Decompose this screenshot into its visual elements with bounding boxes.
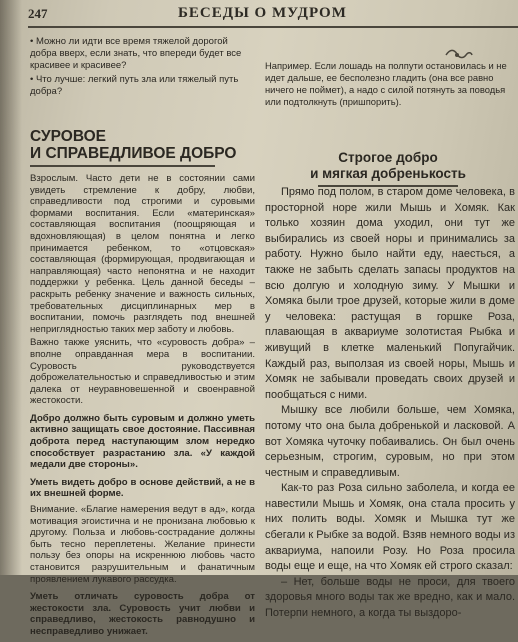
paragraph: – Нет, больше воды не проси, для твоего здоровья много воды так же вредно, как и мало. Потерпи немного, а когда ты выздоро- — [265, 575, 515, 620]
title-line: и мягкая добренькость — [310, 166, 466, 181]
bold-paragraph: Уметь отличать суровость добра от жестокости зла. Суровость учит любви и справедливо, жестокость равнодушно и несправедливо унижает. — [30, 591, 255, 637]
paragraph: Взрослым. Часто дети не в состоянии сами увидеть стремление к добру, любви, справедливости под строгими и суровыми формами воспитания. Если «материнская» составляющая воспитания (поощряющая и вдохновляющая) в целом понятна и легко принимается ребенком, то «отцовская» составляющая (формирующая, продвигающая и направляющая) часто непонятна и не находит поддержки у ребенка. Цель данной беседы – раскрыть ребенку значение и важность сильных, требовательных дисциплинарных мер в воспитании, помочь разглядеть под внешней неприглядностью таких мер заботу и любовь. — [30, 173, 255, 335]
right-section-title — [263, 150, 513, 187]
title-line: Строгое добро — [338, 150, 438, 165]
title-line: СУРОВОЕ — [30, 128, 107, 145]
paragraph: Прямо под полом, в старом доме человека, в просторной норе жили Мышь и Хомяк. Как только хозяин дома уходил, они тут же выбирались из своей норы и принимались за работу. Нужно было найти еду, наесться, а также не забыть сделать запасы продуктов на всю долгую и холодную зиму. У Мышки и Хомяка были трое друзей, которые жили в доме у человека: растущая в горшке Роза, плавающая в аквариуме золотистая Рыбка и живущий в клетке маленький Попугайчик. Каждый раз, выползая из своей норы, Мышь и Хомяк не забывали проведать своих друзей и пообщаться с ними. — [265, 186, 515, 401]
running-title: БЕСЕДЫ О МУДРОМ — [178, 5, 347, 21]
bold-paragraph: Уметь видеть добро в основе действий, а не в их внешней форме. — [30, 476, 255, 500]
note-example: Например. Если лошадь на полпути остановилась и не идет дальше, ее бесполезно гладить (она все равно ничего не поймет), а надо с силой потянуть за поводья или подтолкнуть (пришпорить). — [265, 60, 507, 107]
right-body — [265, 185, 515, 622]
paragraph: Внимание. «Благие намерения ведут в ад», когда мотивация эгоистична и не пронизана любовью к другому. Польза и любовь-сострадание должны быть тесно переплетены. Желание принести пользу без опоры на искреннюю любовь часто становится разрушительным и фанатичным проявлением лукавого рассудка. — [30, 504, 255, 585]
binding-shadow — [0, 0, 22, 575]
page-number: 247 — [28, 6, 48, 21]
left-section-title — [30, 128, 255, 167]
bullet-item: • Что лучше: легкий путь зла или тяжелый путь добра? — [30, 74, 239, 97]
title-rule — [30, 165, 215, 167]
left-body — [30, 173, 255, 642]
bold-paragraph: Добро должно быть суровым и должно уметь активно защищать свое достояние. Пассивная доброта перед наступающим злом нередко способствует разрастанию зла. «У каждой медали две стороны». — [30, 412, 255, 471]
title-line: И СПРАВЕДЛИВОЕ ДОБРО — [30, 145, 237, 162]
paragraph: Как-то раз Роза сильно заболела, и когда ее навестили Мышь и Хомяк, она стала просить у них полить воды. Хомяк и Мышка тут же сбегали к Рыбке за водой. Взяв немного воды из аквариума, напоили Розу. Но Роза просила воды еще и еще, на что Хомяк ей строго сказал: — [265, 482, 515, 573]
bullet-list — [30, 36, 255, 100]
bullet-item: • Можно ли идти все время тяжелой дорогой добра вверх, если знать, что впереди будет все красивее и красивее? — [30, 36, 242, 71]
paragraph: Важно также уяснить, что «суровость добра» – вполне оправданная мера в воспитании. Суровость руководствуется доброжелательностью и справедливостью и этим далека от неуравновешенной и своенравной жестокости. — [30, 337, 255, 407]
page-header — [28, 4, 518, 28]
paragraph: Мышку все любили больше, чем Хомяка, потому что она была добренькой и ласковой. А вот Хомяка чуточку побаивались. Он был очень серьезным, строгим, суровым, но при этом честным и справедливым. — [265, 404, 515, 479]
